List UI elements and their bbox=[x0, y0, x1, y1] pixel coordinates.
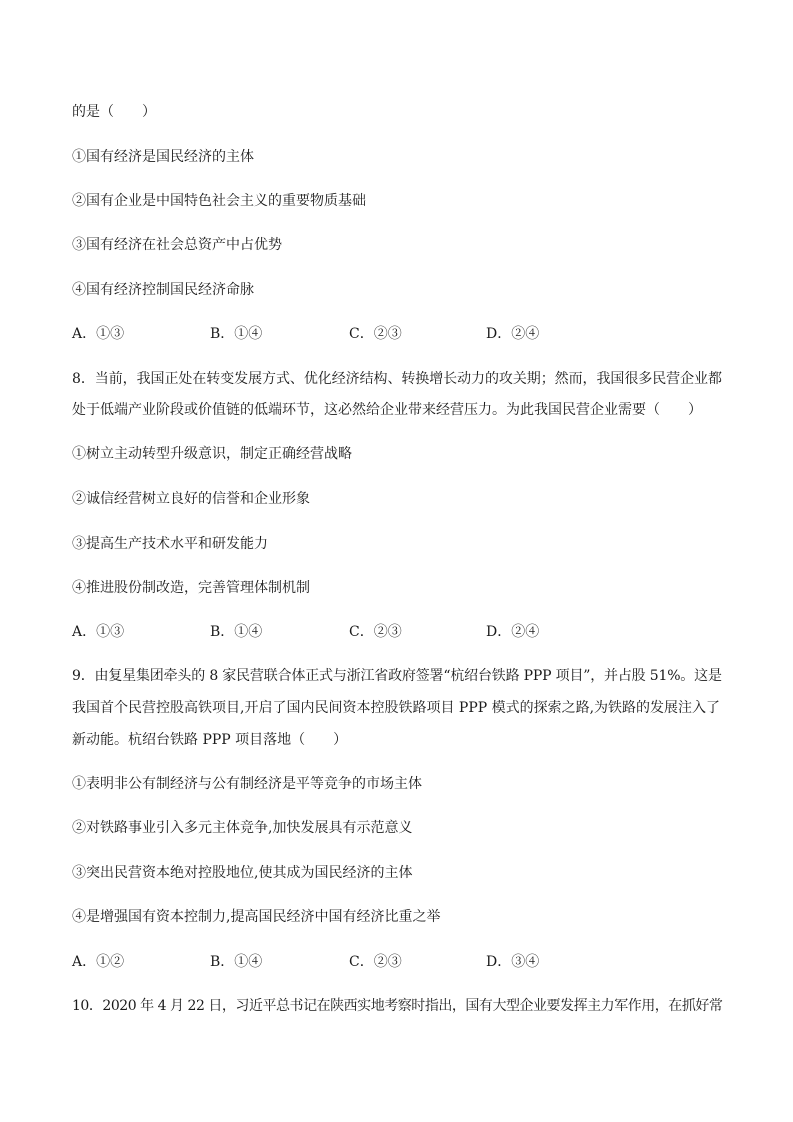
q9-stem-line-3: 新动能。杭绍台铁路 PPP 项目落地（ ） bbox=[72, 732, 348, 748]
q9-option-c: C．②③ bbox=[349, 954, 402, 970]
q7-item-1: ①国有经济是国民经济的主体 bbox=[72, 149, 254, 165]
q8-option-c: C．②③ bbox=[349, 624, 402, 640]
q9-option-d: D．③④ bbox=[486, 954, 540, 970]
q7-item-4: ④国有经济控制国民经济命脉 bbox=[72, 282, 254, 298]
q8-stem-line-2: 处于低端产业阶段或价值链的低端环节，这必然给企业带来经营压力。为此我国民营企业需要（ ） bbox=[72, 402, 702, 418]
q8-item-3: ③提高生产技术水平和研发能力 bbox=[72, 536, 268, 552]
q9-option-b: B．①④ bbox=[210, 954, 263, 970]
q8-option-d: D．②④ bbox=[486, 624, 540, 640]
q8-stem-line-1: 8．当前，我国正处在转变发展方式、优化经济结构、转换增长动力的攻关期；然而，我国很多民营企业都 bbox=[72, 371, 722, 387]
q7-item-2: ②国有企业是中国特色社会主义的重要物质基础 bbox=[72, 193, 366, 209]
q9-item-1: ①表明非公有制经济与公有制经济是平等竞争的市场主体 bbox=[72, 776, 422, 792]
q8-item-4: ④推进股份制改造，完善管理体制机制 bbox=[72, 580, 310, 596]
q10-stem-line-1: 10．2020 年 4 月 22 日，习近平总书记在陕西实地考察时指出，国有大型企业要发挥主力军作用，在抓好常 bbox=[72, 998, 723, 1014]
q7-option-a: A．①③ bbox=[72, 326, 125, 342]
q8-option-a: A．①③ bbox=[72, 624, 125, 640]
q7-stem-tail: 的是（ ） bbox=[72, 104, 156, 120]
q7-option-c: C．②③ bbox=[349, 326, 402, 342]
q9-item-3: ③突出民营资本绝对控股地位,使其成为国民经济的主体 bbox=[72, 865, 413, 881]
q8-option-b: B．①④ bbox=[210, 624, 263, 640]
q9-option-a: A．①② bbox=[72, 954, 125, 970]
q7-option-d: D．②④ bbox=[486, 326, 540, 342]
q8-item-2: ②诚信经营树立良好的信誉和企业形象 bbox=[72, 491, 310, 507]
q9-item-4: ④是增强国有资本控制力,提高国民经济中国有经济比重之举 bbox=[72, 909, 441, 925]
q8-item-1: ①树立主动转型升级意识，制定正确经营战略 bbox=[72, 446, 352, 462]
q9-stem-line-1: 9．由复星集团牵头的 8 家民营联合体正式与浙江省政府签署“杭绍台铁路 PPP 项目”，并占股 51%。这是 bbox=[72, 668, 722, 684]
q7-item-3: ③国有经济在社会总资产中占优势 bbox=[72, 237, 282, 253]
q7-option-b: B．①④ bbox=[210, 326, 263, 342]
q9-item-2: ②对铁路事业引入多元主体竞争,加快发展具有示范意义 bbox=[72, 820, 413, 836]
q9-stem-line-2: 我国首个民营控股高铁项目,开启了国内民间资本控股铁路项目 PPP 模式的探索之路,为铁路的发展注入了 bbox=[72, 700, 721, 716]
